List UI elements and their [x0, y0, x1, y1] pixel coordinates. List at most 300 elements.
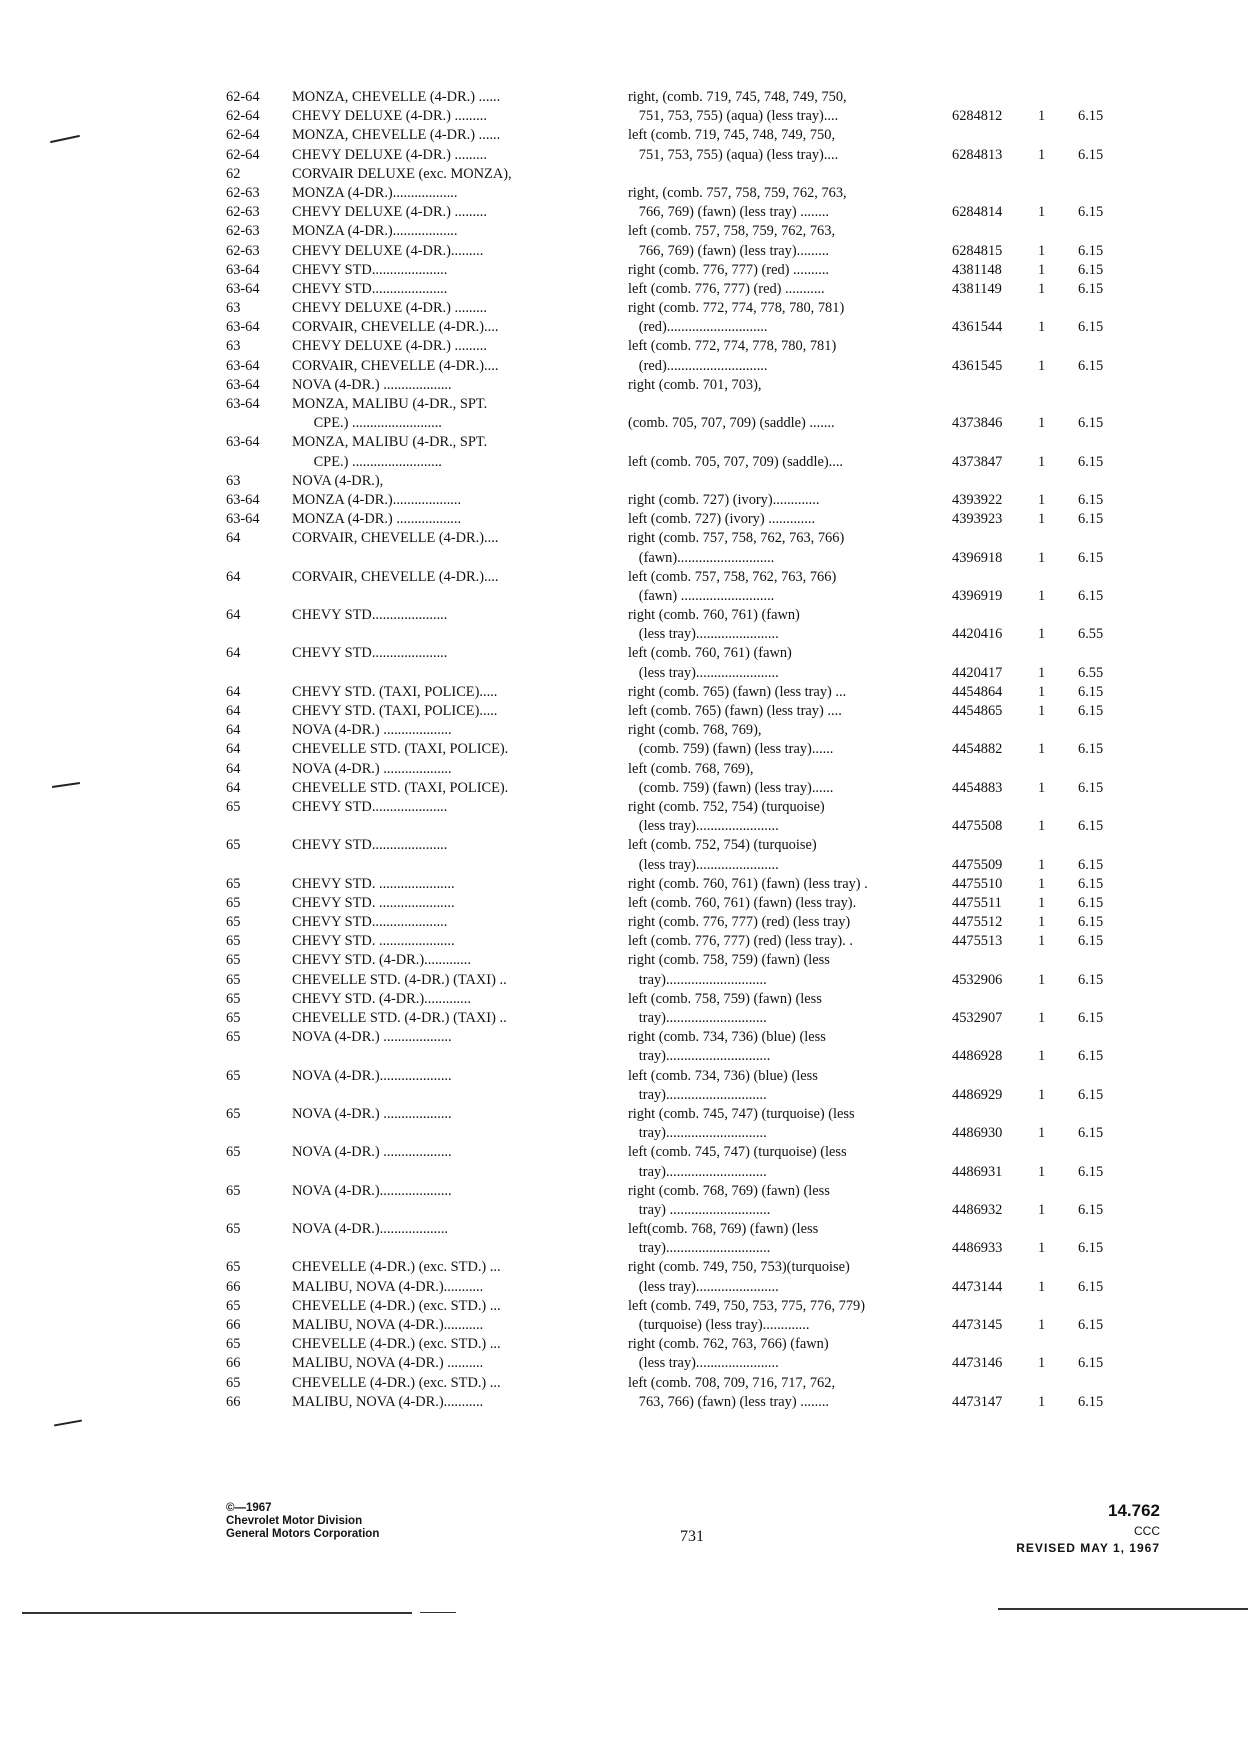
table-row	[226, 1297, 1146, 1316]
price-cell: 6.15	[1078, 703, 1104, 719]
part-number-cell: 4373847	[952, 453, 1003, 470]
description-cell: tray)............................	[628, 1086, 767, 1103]
quantity-cell: 1	[1038, 818, 1046, 835]
model-cell: CHEVY STD. (4-DR.).............	[292, 952, 471, 969]
model-cell: CHEVY STD.....................	[292, 645, 448, 662]
model-cell: CHEVY STD. (TAXI, POLICE).....	[292, 703, 498, 719]
table-row	[226, 932, 1146, 951]
price-cell: 6.15	[1078, 1393, 1104, 1410]
part-number-cell: 4454864	[952, 683, 1003, 700]
quantity-cell: 1	[1038, 971, 1046, 988]
table-row	[226, 1182, 1146, 1201]
year-cell: 66	[226, 1355, 241, 1372]
model-cell: MALIBU, NOVA (4-DR.) ..........	[292, 1355, 484, 1372]
table-row	[226, 280, 1146, 299]
year-cell: 62-63	[226, 204, 260, 221]
price-cell: 6.15	[1078, 242, 1104, 259]
description-cell: (less tray).......................	[628, 818, 779, 835]
table-row	[226, 856, 1146, 875]
table-row	[226, 875, 1146, 894]
model-cell: CORVAIR, CHEVELLE (4-DR.)....	[292, 319, 499, 336]
quantity-cell: 1	[1038, 280, 1046, 297]
price-cell: 6.55	[1078, 626, 1104, 643]
year-cell: 63-64	[226, 396, 260, 412]
table-row	[226, 203, 1146, 222]
model-cell: NOVA (4-DR.),	[292, 472, 384, 489]
quantity-cell: 1	[1038, 1201, 1046, 1218]
part-number-cell: 4532906	[952, 971, 1003, 988]
description-cell: left (comb. 768, 769),	[628, 760, 754, 777]
model-cell: CHEVELLE (4-DR.) (exc. STD.) ...	[292, 1336, 501, 1353]
year-cell: 65	[226, 1144, 241, 1161]
model-cell: NOVA (4-DR.) ...................	[292, 760, 452, 777]
year-cell: 64	[226, 683, 241, 700]
revised-date: REVISED MAY 1, 1967	[1016, 1541, 1160, 1555]
price-cell: 6.15	[1078, 1163, 1104, 1180]
price-cell: 6.15	[1078, 1240, 1104, 1257]
quantity-cell: 1	[1038, 491, 1046, 508]
price-cell: 6.15	[1078, 357, 1104, 374]
quantity-cell: 1	[1038, 626, 1046, 643]
section-block	[1016, 1500, 1160, 1556]
description-cell: left (comb. 760, 761) (fawn)	[628, 645, 792, 662]
description-cell: left(comb. 768, 769) (fawn) (less	[628, 1221, 819, 1238]
table-row	[226, 625, 1146, 644]
part-number-cell: 6284815	[952, 242, 1003, 259]
table-row	[226, 107, 1146, 126]
description-cell: 751, 753, 755) (aqua) (less tray)....	[628, 108, 839, 125]
year-cell: 65	[226, 1105, 241, 1122]
table-row	[226, 1009, 1146, 1028]
year-cell: 62-64	[226, 108, 260, 125]
table-row	[226, 760, 1146, 779]
model-cell: NOVA (4-DR.)...................	[292, 1221, 449, 1238]
price-cell: 6.15	[1078, 1010, 1104, 1026]
year-cell: 63-64	[226, 319, 260, 336]
description-cell: 763, 766) (fawn) (less tray) ........	[628, 1393, 830, 1410]
description-cell: (fawn)...........................	[628, 549, 775, 566]
part-number-cell: 4486932	[952, 1201, 1003, 1218]
year-cell: 65	[226, 1010, 241, 1026]
year-cell: 65	[226, 1182, 241, 1199]
description-cell: (comb. 705, 707, 709) (saddle) .......	[628, 415, 835, 432]
year-cell: 64	[226, 645, 241, 662]
part-number-cell: 4381148	[952, 261, 1002, 278]
table-row	[226, 491, 1146, 510]
table-row	[226, 568, 1146, 587]
part-number-cell: 6284813	[952, 146, 1003, 163]
description-cell: left (comb. 776, 777) (red) ...........	[628, 280, 825, 297]
table-row	[226, 510, 1146, 529]
model-cell: CHEVY STD. (TAXI, POLICE).....	[292, 683, 498, 700]
copyright: ©—1967	[226, 1502, 272, 1514]
year-cell: 63	[226, 300, 241, 317]
part-number-cell: 4486929	[952, 1086, 1003, 1103]
section-number: 14.762	[1108, 1501, 1160, 1520]
description-cell: (comb. 759) (fawn) (less tray)......	[628, 741, 834, 758]
price-cell: 6.15	[1078, 1086, 1104, 1103]
margin-mark	[54, 1420, 82, 1427]
table-row	[226, 395, 1146, 414]
corporation: General Motors Corporation	[226, 1528, 380, 1540]
model-cell: NOVA (4-DR.) ...................	[292, 1144, 452, 1161]
part-number-cell: 4473145	[952, 1317, 1003, 1333]
description-cell: left (comb. 719, 745, 748, 749, 750,	[628, 127, 836, 144]
part-number-cell: 4532907	[952, 1010, 1003, 1026]
quantity-cell: 1	[1038, 357, 1046, 374]
publisher-block	[226, 1502, 379, 1541]
table-row	[226, 1124, 1146, 1143]
quantity-cell: 1	[1038, 933, 1046, 950]
quantity-cell: 1	[1038, 204, 1046, 221]
table-row	[226, 1278, 1146, 1297]
division: Chevrolet Motor Division	[226, 1515, 363, 1527]
model-cell: CHEVY STD.....................	[292, 261, 448, 278]
table-row	[226, 529, 1146, 548]
margin-mark	[52, 782, 80, 788]
year-cell: 65	[226, 952, 241, 969]
description-cell: left (comb. 705, 707, 709) (saddle)....	[628, 453, 844, 470]
quantity-cell: 1	[1038, 683, 1046, 700]
description-cell: left (comb. 757, 758, 762, 763, 766)	[628, 568, 837, 585]
table-row	[226, 587, 1146, 606]
table-row	[226, 683, 1146, 702]
price-cell: 6.15	[1078, 971, 1104, 988]
table-row	[226, 779, 1146, 798]
model-cell: NOVA (4-DR.) ...................	[292, 376, 452, 393]
model-cell: NOVA (4-DR.) ...................	[292, 1105, 452, 1122]
description-cell: right (comb. 701, 703),	[628, 376, 762, 393]
table-row	[226, 433, 1146, 452]
price-cell: 6.15	[1078, 491, 1104, 508]
price-cell: 6.15	[1078, 741, 1104, 758]
model-cell: CHEVY DELUXE (4-DR.).........	[292, 242, 484, 259]
description-cell: 766, 769) (fawn) (less tray).........	[628, 242, 830, 259]
part-number-cell: 4381149	[952, 280, 1002, 297]
model-cell: MONZA (4-DR.)...................	[292, 491, 462, 508]
quantity-cell: 1	[1038, 1048, 1046, 1065]
description-cell: (turquoise) (less tray).............	[628, 1317, 810, 1333]
part-number-cell: 4486931	[952, 1163, 1003, 1180]
model-cell: CHEVELLE STD. (4-DR.) (TAXI) ..	[292, 1010, 507, 1026]
table-row	[226, 146, 1146, 165]
table-row	[226, 606, 1146, 625]
year-cell: 65	[226, 837, 241, 854]
model-cell: CHEVY DELUXE (4-DR.) .........	[292, 338, 487, 355]
page-number: 731	[680, 1528, 704, 1545]
model-cell: CHEVY DELUXE (4-DR.) .........	[292, 146, 487, 163]
description-cell: right (comb. 762, 763, 766) (fawn)	[628, 1336, 829, 1353]
part-number-cell: 4396919	[952, 587, 1003, 604]
description-cell: left (comb. 760, 761) (fawn) (less tray).	[628, 894, 857, 911]
bottom-rule-right	[998, 1608, 1248, 1610]
model-cell: MALIBU, NOVA (4-DR.)...........	[292, 1317, 484, 1333]
model-cell: MONZA, MALIBU (4-DR., SPT.	[292, 396, 488, 412]
model-cell: MONZA, CHEVELLE (4-DR.) ......	[292, 89, 501, 105]
bottom-rule-left-short	[420, 1612, 456, 1613]
description-cell: left (comb. 776, 777) (red) (less tray). .	[628, 933, 853, 950]
table-row	[226, 1143, 1146, 1162]
model-cell: CORVAIR DELUXE (exc. MONZA),	[292, 165, 512, 182]
year-cell: 65	[226, 990, 241, 1007]
model-cell: CHEVELLE (4-DR.) (exc. STD.) ...	[292, 1259, 501, 1276]
description-cell: (comb. 759) (fawn) (less tray)......	[628, 779, 834, 796]
table-row	[226, 817, 1146, 836]
quantity-cell: 1	[1038, 1010, 1046, 1026]
description-cell: 751, 753, 755) (aqua) (less tray)....	[628, 146, 839, 163]
description-cell: right (comb. 772, 774, 778, 780, 781)	[628, 300, 845, 317]
margin-mark	[50, 135, 80, 143]
model-cell: MONZA, CHEVELLE (4-DR.) ......	[292, 127, 501, 144]
price-cell: 6.15	[1078, 549, 1104, 566]
quantity-cell: 1	[1038, 319, 1046, 336]
year-cell: 63-64	[226, 376, 260, 393]
description-cell: (less tray).......................	[628, 626, 779, 643]
model-cell: CHEVY STD. (4-DR.).............	[292, 990, 471, 1007]
price-cell: 6.15	[1078, 1201, 1104, 1218]
price-cell: 6.15	[1078, 204, 1104, 221]
table-row	[226, 1354, 1146, 1373]
year-cell: 62	[226, 165, 241, 182]
model-cell: CHEVY DELUXE (4-DR.) .........	[292, 300, 487, 317]
parts-table	[226, 88, 1146, 1412]
table-row	[226, 836, 1146, 855]
quantity-cell: 1	[1038, 549, 1046, 566]
part-number-cell: 4473144	[952, 1278, 1003, 1295]
description-cell: (less tray).......................	[628, 1355, 779, 1372]
description-cell: right (comb. 757, 758, 762, 763, 766)	[628, 530, 845, 547]
price-cell: 6.15	[1078, 818, 1104, 835]
description-cell: right (comb. 758, 759) (fawn) (less	[628, 952, 830, 969]
section-code: CCC	[1134, 1524, 1160, 1538]
table-row	[226, 126, 1146, 145]
model-cell: CHEVY DELUXE (4-DR.) .........	[292, 204, 487, 221]
year-cell: 65	[226, 894, 241, 911]
model-cell: CORVAIR, CHEVELLE (4-DR.)....	[292, 357, 499, 374]
description-cell: (less tray).......................	[628, 856, 779, 873]
price-cell: 6.15	[1078, 933, 1104, 950]
description-cell: (less tray).......................	[628, 664, 779, 681]
quantity-cell: 1	[1038, 1317, 1046, 1333]
table-row	[226, 376, 1146, 395]
description-cell: right (comb. 765) (fawn) (less tray) ...	[628, 683, 847, 700]
model-cell: NOVA (4-DR.) ...................	[292, 722, 452, 739]
quantity-cell: 1	[1038, 108, 1046, 125]
price-cell: 6.15	[1078, 1317, 1104, 1333]
table-row	[226, 222, 1146, 241]
description-cell: (red)............................	[628, 357, 768, 374]
quantity-cell: 1	[1038, 703, 1046, 719]
description-cell: (red)............................	[628, 319, 768, 336]
description-cell: tray)............................	[628, 971, 767, 988]
description-cell: right (comb. 727) (ivory).............	[628, 491, 820, 508]
table-row	[226, 549, 1146, 568]
table-row	[226, 971, 1146, 990]
model-cell: CHEVY STD.....................	[292, 798, 448, 815]
year-cell: 66	[226, 1278, 241, 1295]
model-cell: MONZA (4-DR.)..................	[292, 184, 458, 201]
part-number-cell: 4454865	[952, 703, 1003, 719]
model-cell: MALIBU, NOVA (4-DR.)...........	[292, 1278, 484, 1295]
price-cell: 6.15	[1078, 856, 1104, 873]
model-cell: CHEVELLE (4-DR.) (exc. STD.) ...	[292, 1297, 501, 1314]
description-cell: right, (comb. 757, 758, 759, 762, 763,	[628, 184, 847, 201]
description-cell: right (comb. 752, 754) (turquoise)	[628, 798, 825, 815]
year-cell: 64	[226, 741, 241, 758]
description-cell: right, (comb. 719, 745, 748, 749, 750,	[628, 89, 847, 105]
year-cell: 65	[226, 1067, 241, 1084]
quantity-cell: 1	[1038, 779, 1046, 796]
description-cell: left (comb. 734, 736) (blue) (less	[628, 1067, 818, 1084]
model-cell: CHEVY STD.....................	[292, 914, 448, 931]
table-row	[226, 165, 1146, 184]
part-number-cell: 4475513	[952, 933, 1003, 950]
part-number-cell: 4396918	[952, 549, 1003, 566]
table-row	[226, 299, 1146, 318]
year-cell: 64	[226, 568, 241, 585]
quantity-cell: 1	[1038, 146, 1046, 163]
table-row	[226, 951, 1146, 970]
description-cell: right (comb. 776, 777) (red) ..........	[628, 261, 830, 278]
quantity-cell: 1	[1038, 242, 1046, 259]
model-cell: CHEVY DELUXE (4-DR.) .........	[292, 108, 487, 125]
quantity-cell: 1	[1038, 1163, 1046, 1180]
table-row	[226, 261, 1146, 280]
quantity-cell: 1	[1038, 1278, 1046, 1295]
part-number-cell: 4475512	[952, 914, 1003, 931]
table-row	[226, 721, 1146, 740]
part-number-cell: 4361544	[952, 319, 1003, 336]
year-cell: 65	[226, 1029, 241, 1046]
year-cell: 63-64	[226, 511, 260, 528]
description-cell: right (comb. 745, 747) (turquoise) (less	[628, 1105, 855, 1122]
year-cell: 65	[226, 798, 241, 815]
description-cell: left (comb. 765) (fawn) (less tray) ....	[628, 703, 842, 719]
table-row	[226, 740, 1146, 759]
description-cell: tray)............................	[628, 1125, 767, 1142]
quantity-cell: 1	[1038, 1086, 1046, 1103]
description-cell: left (comb. 745, 747) (turquoise) (less	[628, 1144, 847, 1161]
quantity-cell: 1	[1038, 875, 1046, 892]
year-cell: 63-64	[226, 357, 260, 374]
part-number-cell: 6284814	[952, 204, 1003, 221]
price-cell: 6.15	[1078, 587, 1104, 604]
model-cell: CHEVY STD. .....................	[292, 933, 455, 950]
year-cell: 63	[226, 472, 241, 489]
price-cell: 6.55	[1078, 664, 1104, 681]
description-cell: (less tray).......................	[628, 1278, 779, 1295]
table-row	[226, 1335, 1146, 1354]
part-number-cell: 4486930	[952, 1125, 1003, 1142]
table-row	[226, 1220, 1146, 1239]
year-cell: 65	[226, 971, 241, 988]
year-cell: 62-63	[226, 184, 260, 201]
year-cell: 63-64	[226, 280, 260, 297]
description-cell: left (comb. 727) (ivory) .............	[628, 511, 816, 528]
price-cell: 6.15	[1078, 511, 1104, 528]
table-row	[226, 184, 1146, 203]
year-cell: 64	[226, 530, 241, 547]
part-number-cell: 4475510	[952, 875, 1003, 892]
year-cell: 66	[226, 1317, 241, 1333]
year-cell: 63	[226, 338, 241, 355]
model-cell: CHEVELLE STD. (4-DR.) (TAXI) ..	[292, 971, 507, 988]
description-cell: right (comb. 768, 769),	[628, 722, 762, 739]
year-cell: 65	[226, 1259, 241, 1276]
description-cell: left (comb. 749, 750, 753, 775, 776, 779)	[628, 1297, 866, 1314]
year-cell: 62-64	[226, 89, 260, 105]
year-cell: 65	[226, 914, 241, 931]
model-cell: CORVAIR, CHEVELLE (4-DR.)....	[292, 568, 499, 585]
model-cell: MONZA (4-DR.) ..................	[292, 511, 462, 528]
year-cell: 64	[226, 703, 241, 719]
model-cell: CHEVY STD. .....................	[292, 875, 455, 892]
table-row	[226, 1258, 1146, 1277]
year-cell: 65	[226, 1336, 241, 1353]
year-cell: 66	[226, 1393, 241, 1410]
table-row	[226, 1067, 1146, 1086]
description-cell: tray) ............................	[628, 1201, 771, 1218]
part-number-cell: 6284812	[952, 108, 1003, 125]
part-number-cell: 4420417	[952, 664, 1003, 681]
model-cell: NOVA (4-DR.) ...................	[292, 1029, 452, 1046]
model-cell: CHEVELLE STD. (TAXI, POLICE).	[292, 741, 509, 758]
year-cell: 65	[226, 875, 241, 892]
year-cell: 65	[226, 933, 241, 950]
year-cell: 64	[226, 722, 241, 739]
year-cell: 64	[226, 607, 241, 624]
price-cell: 6.15	[1078, 683, 1104, 700]
part-number-cell: 4475509	[952, 856, 1003, 873]
description-cell: tray)............................	[628, 1010, 767, 1026]
quantity-cell: 1	[1038, 1125, 1046, 1142]
description-cell: left (comb. 772, 774, 778, 780, 781)	[628, 338, 837, 355]
table-row	[226, 702, 1146, 721]
part-number-cell: 4486928	[952, 1048, 1003, 1065]
price-cell: 6.15	[1078, 1355, 1104, 1372]
year-cell: 65	[226, 1374, 241, 1391]
table-row	[226, 1028, 1146, 1047]
price-cell: 6.15	[1078, 1048, 1104, 1065]
model-cell: NOVA (4-DR.)....................	[292, 1182, 452, 1199]
part-number-cell: 4361545	[952, 357, 1003, 374]
part-number-cell: 4473146	[952, 1355, 1003, 1372]
quantity-cell: 1	[1038, 1393, 1046, 1410]
description-cell: right (comb. 734, 736) (blue) (less	[628, 1029, 826, 1046]
year-cell: 62-63	[226, 223, 260, 240]
price-cell: 6.15	[1078, 914, 1104, 931]
quantity-cell: 1	[1038, 587, 1046, 604]
model-cell: MALIBU, NOVA (4-DR.)...........	[292, 1393, 484, 1410]
price-cell: 6.15	[1078, 875, 1104, 892]
year-cell: 64	[226, 779, 241, 796]
description-cell: left (comb. 757, 758, 759, 762, 763,	[628, 223, 836, 240]
description-cell: right (comb. 776, 777) (red) (less tray)	[628, 914, 851, 931]
description-cell: left (comb. 758, 759) (fawn) (less	[628, 990, 822, 1007]
table-row	[226, 1374, 1146, 1393]
model-cell: CHEVELLE STD. (TAXI, POLICE).	[292, 779, 509, 796]
part-number-cell: 4393923	[952, 511, 1003, 528]
table-row	[226, 414, 1146, 433]
model-cell: MONZA (4-DR.)..................	[292, 223, 458, 240]
table-row	[226, 453, 1146, 472]
table-row	[226, 1105, 1146, 1124]
part-number-cell: 4420416	[952, 626, 1003, 643]
bottom-rule-left	[22, 1612, 412, 1614]
part-number-cell: 4454882	[952, 741, 1003, 758]
table-row	[226, 472, 1146, 491]
year-cell: 63-64	[226, 261, 260, 278]
